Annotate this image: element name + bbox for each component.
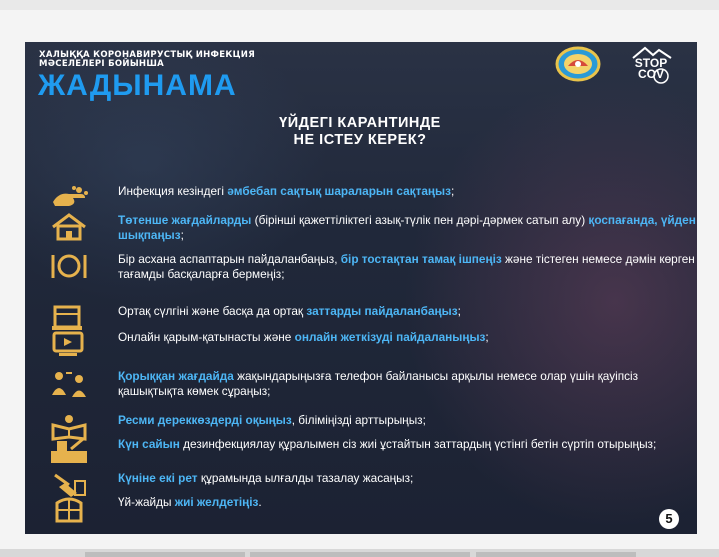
- item-text-segment: ;: [485, 330, 489, 344]
- window-icon: [49, 495, 93, 523]
- item-text-segment: дезинфекциялау құралымен сіз жиі ұстайтын заттардың үстінгі бетін сүртіп отырыңыз;: [179, 437, 657, 451]
- page-title: ЖАДЫНАМА: [38, 69, 237, 102]
- highlighted-text: Күніне екі рет: [118, 471, 198, 485]
- disinfection-icon: [49, 437, 93, 465]
- highlighted-text: жиі желдетіңіз: [174, 495, 259, 509]
- item-text-segment: Ортақ сүлгіні және басқа да ортақ: [118, 304, 307, 318]
- highlighted-text: бір тостақтан тамақ ішпеңіз: [340, 252, 502, 266]
- item-text: [118, 437, 697, 452]
- item-text: [118, 252, 697, 282]
- tableware-icon: [49, 252, 93, 280]
- highlighted-text: Ресми дереккөздерді оқыңыз: [118, 413, 292, 427]
- item-text-segment: құрамында ылғалды тазалау жасаңыз;: [197, 471, 414, 485]
- item-text: [118, 330, 697, 345]
- highlighted-text: Қорыққан жағдайда: [118, 369, 234, 383]
- stop-cov-logo: [623, 46, 681, 86]
- home-icon: [49, 213, 93, 241]
- highlighted-text: қоспағанда, үйден шықпаңыз: [118, 213, 696, 242]
- organization-line-2: МӘСЕЛЕЛЕРІ БОЙЫНША: [39, 59, 165, 69]
- top-border: [0, 0, 719, 10]
- subtitle-line-2: НЕ ІСТЕУ КЕРЕК?: [293, 132, 427, 148]
- stopcov-word-2: COV: [637, 67, 664, 81]
- item-text-segment: және тістеген немесе дәмін көрген тағамды басқаларға бермеңіз;: [118, 252, 695, 281]
- subtitle: [220, 115, 500, 149]
- towel-icon: [49, 304, 93, 332]
- item-text-segment: Бір асхана аспаптарын пайдаланбаңыз,: [118, 252, 341, 266]
- item-text-segment: (бірінші қажеттіліктегі азық-түлік пен дәрі-дәрмек сатып алу): [251, 213, 589, 227]
- item-text: [118, 213, 697, 243]
- item-text-segment: Инфекция кезіндегі: [118, 184, 228, 198]
- subtitle-line-1: ҮЙДЕГІ КАРАНТИНДЕ: [279, 115, 441, 131]
- item-text: [118, 495, 697, 510]
- item-text-segment: ;: [450, 184, 455, 198]
- item-text: [118, 369, 697, 399]
- item-text: [118, 304, 697, 319]
- handwash-icon: [49, 184, 93, 212]
- item-text-segment: Онлайн қарым-қатынасты және: [118, 330, 295, 344]
- highlighted-text: заттарды пайдаланбаңыз: [306, 304, 458, 318]
- contact-icon: [49, 369, 93, 397]
- highlighted-text: онлайн жеткізуді пайдаланыңыз: [294, 330, 486, 344]
- highlighted-text: әмбебап сақтық шараларын сақтаңыз: [227, 184, 451, 198]
- highlighted-text: Күн сайын: [118, 437, 180, 451]
- bottom-border: [0, 549, 719, 557]
- item-text-segment: жақындарыңызға телефон байланысы арқылы немесе олар үшін қауіпсіз қашықтықта көмек сұраңыз;: [118, 369, 639, 398]
- stopcov-word-1: STOP: [634, 56, 668, 70]
- highlighted-text: Төтенше жағдайларды: [118, 213, 252, 227]
- item-text: [118, 471, 697, 486]
- image-frame: [0, 10, 719, 549]
- page-number-badge: 5: [659, 509, 679, 529]
- organization-line-1: ХАЛЫҚҚА КОРОНАВИРУСТЫҚ ИНФЕКЦИЯ: [39, 50, 256, 60]
- online-delivery-icon: [49, 330, 93, 358]
- item-text: [118, 184, 697, 199]
- poster: [25, 42, 697, 534]
- item-text-segment: ;: [457, 304, 461, 318]
- item-text-segment: .: [258, 495, 262, 509]
- item-text: [118, 413, 697, 428]
- item-text-segment: , біліміңізді арттырыңыз;: [291, 413, 426, 427]
- item-text-segment: Үй-жайды: [118, 495, 175, 509]
- item-text-segment: ;: [180, 228, 184, 242]
- emblem-logo: [555, 46, 601, 82]
